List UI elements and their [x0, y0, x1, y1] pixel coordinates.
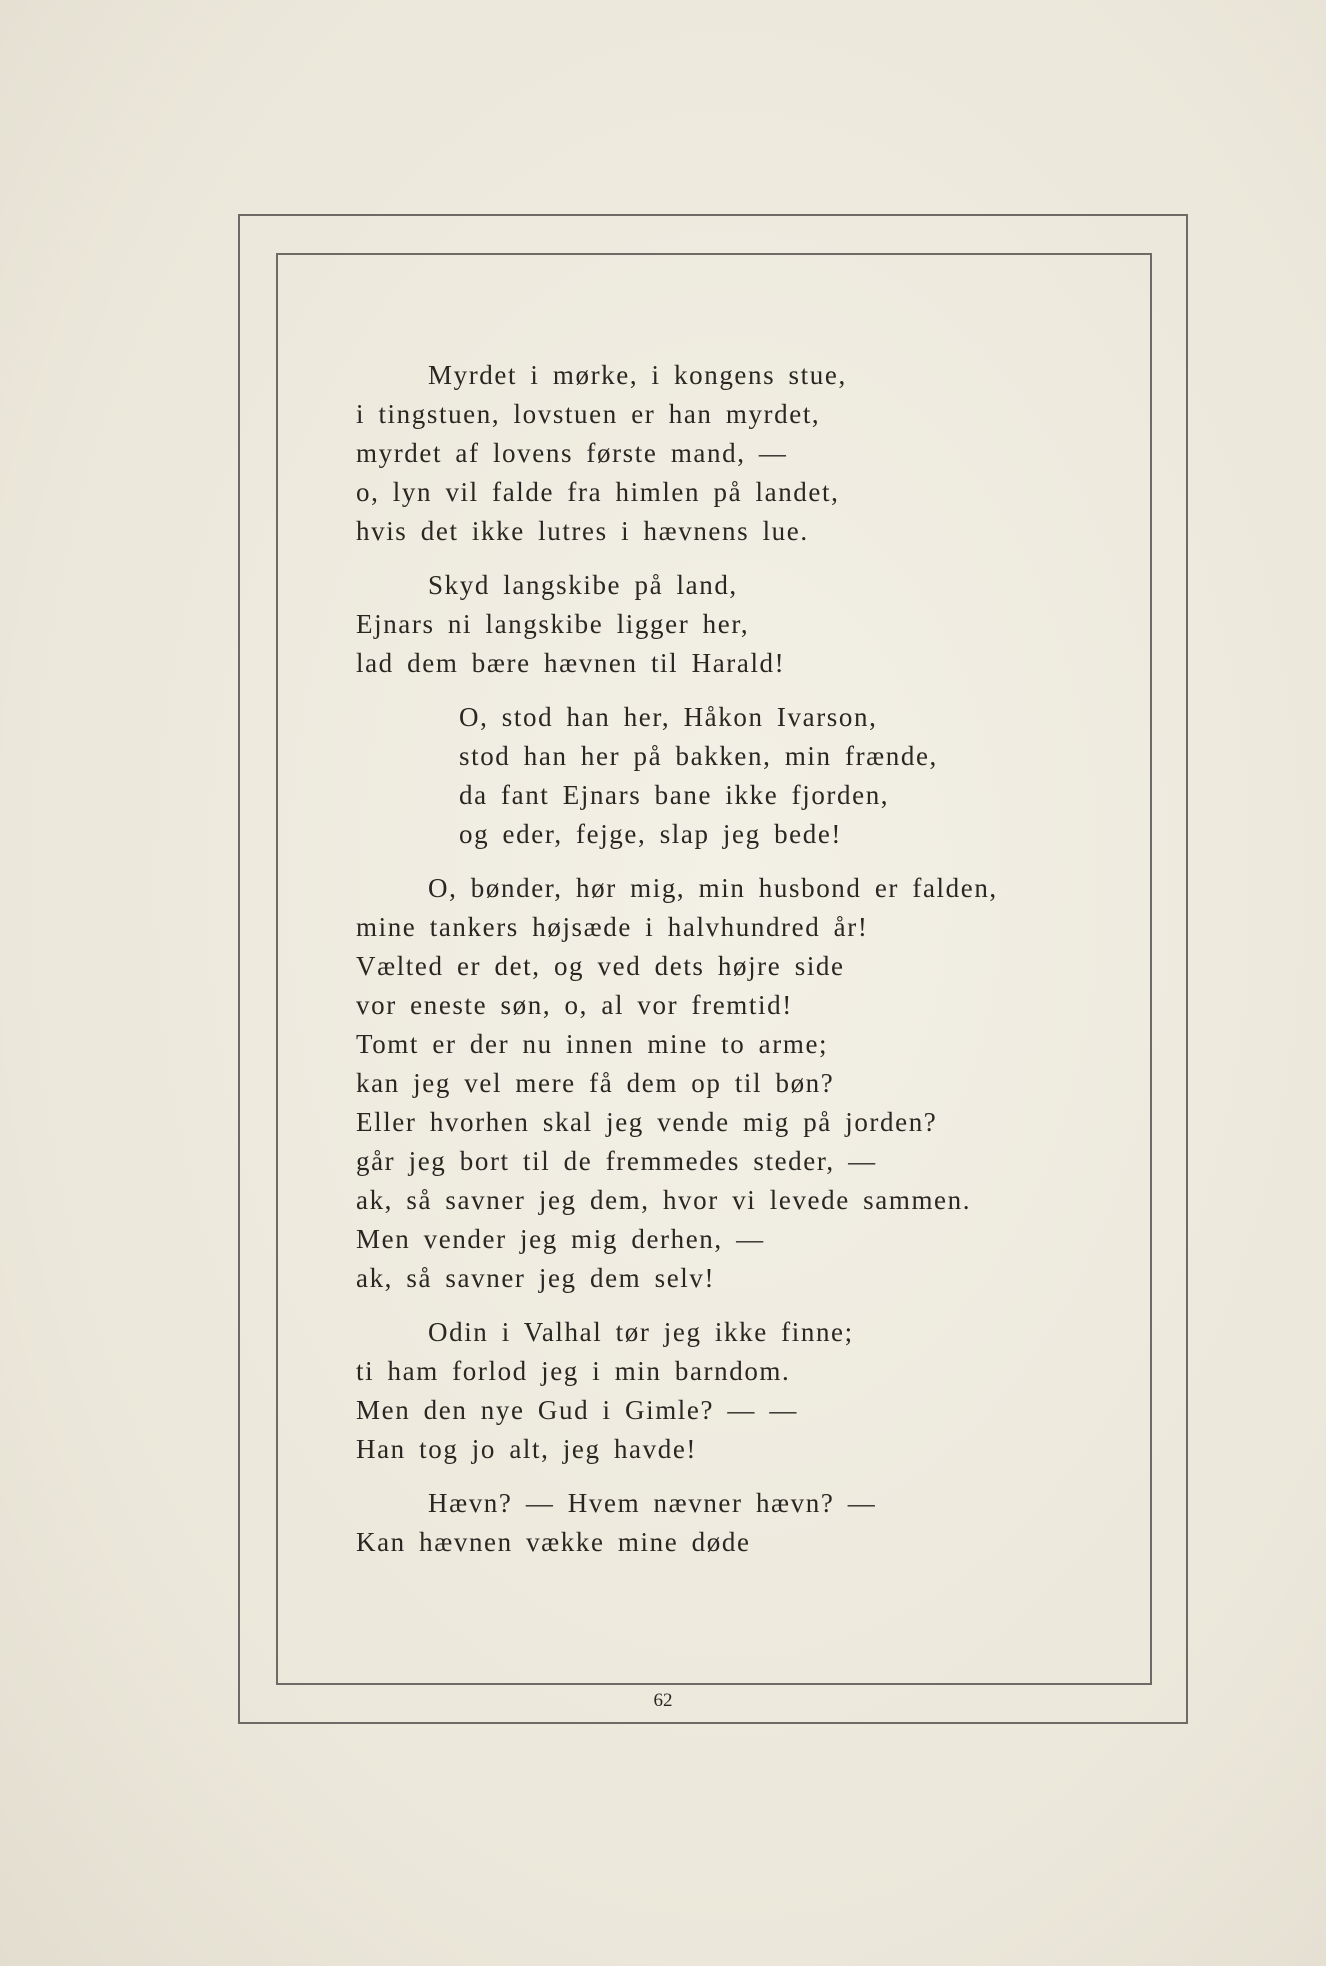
- stanza-3: [356, 698, 1076, 854]
- poem-line: lad dem bære hævnen til Harald!: [356, 648, 786, 678]
- poem-line: Eller hvorhen skal jeg vende mig på jorden?: [356, 1107, 938, 1137]
- poem-line: mine tankers højsæde i halvhundred år!: [356, 912, 869, 942]
- poem-line: Men vender jeg mig derhen, —: [356, 1224, 765, 1254]
- poem-line: Ejnars ni langskibe ligger her,: [356, 609, 750, 639]
- poem-line: ti ham forlod jeg i min barndom.: [356, 1356, 791, 1386]
- poem-line: Kan hævnen vække mine døde: [356, 1527, 751, 1557]
- poem-line: Han tog jo alt, jeg havde!: [356, 1434, 698, 1464]
- poem-line: o, lyn vil falde fra himlen på landet,: [356, 477, 840, 507]
- page-number: 62: [653, 1690, 673, 1711]
- poem-line: Vælted er det, og ved dets højre side: [356, 951, 845, 981]
- poem-line: ak, så savner jeg dem, hvor vi levede sammen.: [356, 1185, 972, 1215]
- poem-line: O, bønder, hør mig, min husbond er falden,: [428, 873, 998, 903]
- poem-line: ak, så savner jeg dem selv!: [356, 1263, 716, 1293]
- poem-text: [356, 356, 1076, 1562]
- stanza-2: [356, 566, 1076, 683]
- poem-line: Odin i Valhal tør jeg ikke finne;: [428, 1317, 854, 1347]
- poem-line: i tingstuen, lovstuen er han myrdet,: [356, 399, 821, 429]
- poem-line: kan jeg vel mere få dem op til bøn?: [356, 1068, 835, 1098]
- poem-line: Tomt er der nu innen mine to arme;: [356, 1029, 829, 1059]
- poem-line: O, stod han her, Håkon Ivarson,: [459, 702, 878, 732]
- stanza-1: [356, 356, 1076, 551]
- poem-line: da fant Ejnars bane ikke fjorden,: [459, 780, 890, 810]
- poem-line: hvis det ikke lutres i hævnens lue.: [356, 516, 809, 546]
- poem-line: Hævn? — Hvem nævner hævn? —: [428, 1488, 877, 1518]
- poem-line: stod han her på bakken, min frænde,: [459, 741, 938, 771]
- poem-line: og eder, fejge, slap jeg bede!: [459, 819, 843, 849]
- poem-line: går jeg bort til de fremmedes steder, —: [356, 1146, 877, 1176]
- poem-line: myrdet af lovens første mand, —: [356, 438, 788, 468]
- poem-line: vor eneste søn, o, al vor fremtid!: [356, 990, 793, 1020]
- stanza-4: [356, 869, 1076, 1298]
- stanza-6: [356, 1484, 1076, 1562]
- poem-line: Skyd langskibe på land,: [428, 570, 738, 600]
- poem-line: Men den nye Gud i Gimle? — —: [356, 1395, 798, 1425]
- poem-line: Myrdet i mørke, i kongens stue,: [428, 360, 847, 390]
- stanza-5: [356, 1313, 1076, 1469]
